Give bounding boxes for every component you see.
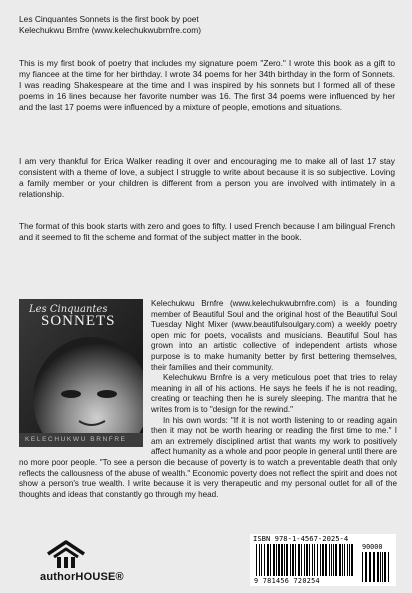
barcode-addon-bar [362, 552, 363, 582]
barcode-addon-bar [382, 552, 383, 582]
barcode-bar [335, 544, 337, 576]
barcode-addon-bar [380, 552, 381, 582]
barcode-bar [278, 544, 280, 576]
barcode-bar [256, 544, 257, 576]
barcode-bar [292, 544, 294, 576]
barcode-bar [347, 544, 348, 576]
paragraph-2: I am very thankful for Erica Walker reading it over and encouraging me to make all of last 17 stay consistent with a theme of love, a subject I struggle to write about because it is so subjective. Loving a family member or your children is different from a person you are involved with intimately in a relationship. [19, 156, 395, 199]
barcode-addon-bar [384, 552, 386, 582]
barcode-bar [349, 544, 350, 576]
intro-line-1: Les Cinquantes Sonnets is the first book by poet [19, 14, 199, 24]
barcode-bar [284, 544, 285, 576]
bio-paragraph-1: Kelechukwu Brnfre (www.kelechukwubrnfre.com) is a founding member of Beautiful Soul and the original host of the Beautiful Soul Tuesday Night Mixer (www.beautifulsoulgary.com) a weekly poetry open mic for poets, vocalists and musicians. Beautiful Soul has grown into an artistic collective of independent artists whose purpose is to make humanity better by first bettering themselves, their families and their community. [151, 299, 397, 372]
barcode-bar [342, 544, 343, 576]
barcode-bar [286, 544, 288, 576]
barcode-addon-bar [373, 552, 375, 582]
author-bio [19, 299, 397, 500]
cover-title-script: Les Cinquantes [29, 304, 108, 315]
barcode-addon: 90000 [362, 543, 383, 551]
barcode-bar [312, 544, 313, 576]
barcode-bar [273, 544, 275, 576]
barcode-bar [320, 544, 321, 576]
barcode-addon-bar [369, 552, 371, 582]
barcode-bar [304, 544, 305, 576]
barcode-bar [281, 544, 283, 576]
paragraph-1: This is my first book of poetry that includes my signature poem "Zero." I wrote this book as a gift to my fiancee at the time for her birthday. I wrote 34 poems for her 34th birthday in the form of Sonnets. I was reading Shakespeare at the time and I was inspired by his sonnets but I formed all of these poems in 16 lines because her favorite number was 16. The first 34 poems were influenced by her and the last 17 poems were influenced by a mixture of people, emotions and situations. [19, 58, 395, 112]
barcode-bar [270, 544, 271, 576]
barcode-bar [264, 544, 265, 576]
barcode-addon-bar [365, 552, 367, 582]
book-cover-thumbnail [19, 299, 143, 447]
barcode-bar [295, 544, 296, 576]
isbn-label: ISBN 978-1-4567-2025-4 [253, 534, 349, 543]
barcode-bar [290, 544, 291, 576]
bio-paragraph-3: In his own words: "If it is not worth listening to or reading again then it may not be worth hearing or reading the first time to me." I am an extremely disciplined artist that wants my work to positively affect humanity as a whole and poor people in general until there are no more poor people. "To see a person die because of poverty is to watch a preventable death that only reflects the callousness of the abuse of wealth." Economic poverty does not reflect the spirit and does not show a person's true wealth. I write because it is very therapeutic and my personal outlet for all of the thoughts and ideas that constantly go through my head. [19, 415, 397, 499]
barcode-bar [276, 544, 277, 576]
barcode-bar [329, 544, 330, 576]
barcode-bar [325, 544, 327, 576]
barcode-bar [298, 544, 300, 576]
barcode-bar [351, 544, 353, 576]
barcode-bar [267, 544, 269, 576]
intro-block [19, 14, 395, 36]
barcode-addon-bar [388, 552, 389, 582]
barcode-bar [333, 544, 334, 576]
barcode-bar [301, 544, 302, 576]
intro-line-2: Kelechukwu Brnfre (www.kelechukwubrnfre.com) [19, 25, 201, 35]
barcode-bar [306, 544, 308, 576]
barcode-bar [259, 544, 260, 576]
barcode-bar [339, 544, 341, 576]
barcode-bar [344, 544, 345, 576]
paragraph-3: The format of this book starts with zero and goes to fifty. I used French because I am bilingual French and it seemed to fit the scheme and format of the subject matter in the book. [19, 221, 395, 242]
barcode-bar [322, 544, 324, 576]
barcode-digits: 9 781456 720254 [254, 577, 320, 585]
cover-title-main: SONNETS [41, 313, 116, 329]
barcode-bar [331, 544, 332, 576]
barcode-addon-bar [377, 552, 379, 582]
publisher-name: authorHOUSE® [40, 571, 124, 583]
barcode-bar [309, 544, 310, 576]
cover-author-band: KELECHUKWU BRNFRE [25, 436, 127, 443]
barcode-bar [317, 544, 318, 576]
barcode-bar [261, 544, 262, 576]
bio-paragraph-2: Kelechukwu Brnfre is a very meticulous poet that tries to relay meaning in all of his actions. He says he feels if he is not reading, creating or teaching then he is surely sleeping. The mantra that he writes from is to "design for the rewind." [151, 373, 397, 414]
barcode-bar [314, 544, 315, 576]
